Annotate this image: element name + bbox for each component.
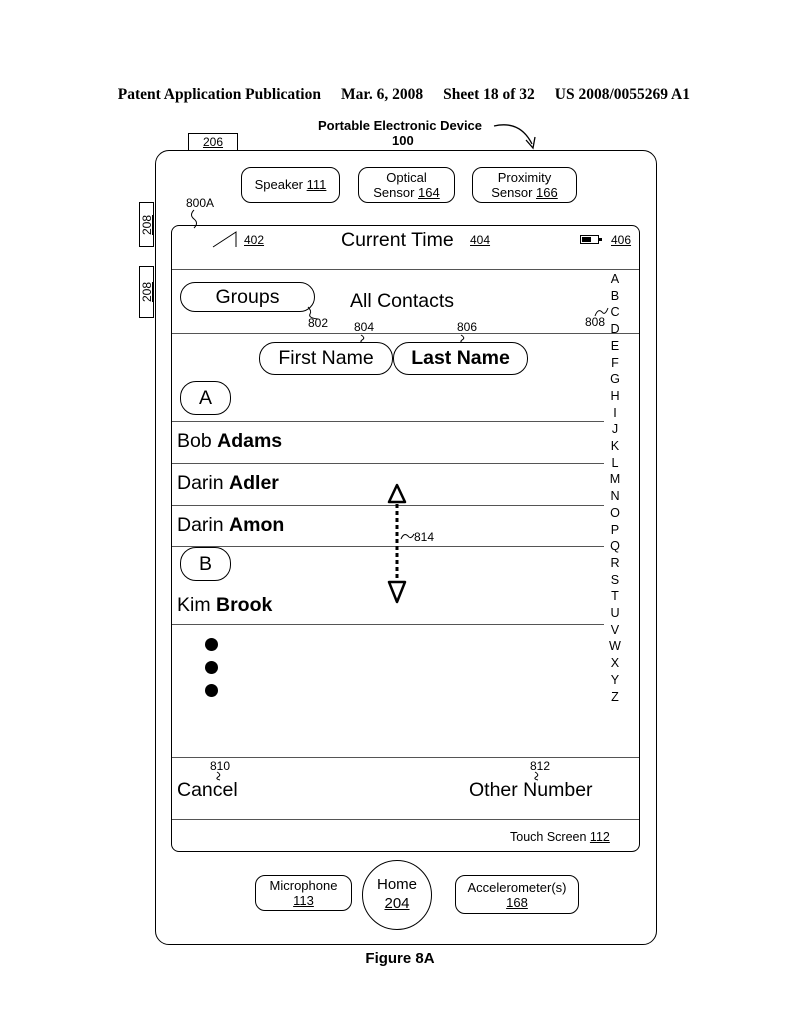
label-206-box [188, 133, 238, 151]
ref-804: 804 [354, 320, 375, 334]
accelerometer-box [455, 875, 579, 914]
ref-810: 810 [210, 759, 231, 773]
index-letter-p[interactable]: P [610, 522, 620, 537]
index-letter-c[interactable]: C [610, 305, 620, 320]
microphone-label: Microphone [269, 878, 338, 893]
index-letter-h[interactable]: H [610, 388, 620, 403]
divider-actions [172, 757, 639, 758]
contact-last-name: Adler [229, 472, 279, 494]
home-label: Home [376, 876, 417, 893]
index-letter-w[interactable]: W [609, 639, 621, 654]
index-letter-u[interactable]: U [610, 606, 620, 621]
time-ref: 404 [470, 233, 491, 247]
index-letter-t[interactable]: T [611, 589, 619, 604]
contact-last-name: Brook [216, 594, 273, 616]
index-letter-m[interactable]: M [609, 472, 621, 487]
label-206: 206 [202, 135, 224, 149]
microphone-number: 113 [293, 893, 314, 908]
index-letter-b[interactable]: B [610, 288, 620, 303]
ref-802: 802 [308, 316, 329, 330]
contact-row[interactable] [177, 472, 279, 495]
contact-first-name: Kim [177, 594, 216, 616]
index-letter-i[interactable]: I [613, 405, 617, 420]
index-letter-f[interactable]: F [611, 355, 619, 370]
index-letter-n[interactable]: N [610, 489, 620, 504]
proximity-sensor-label-1: Proximity [497, 170, 552, 185]
optical-sensor-label-1: Optical [386, 170, 427, 185]
more-dot [205, 684, 218, 697]
ref-808: 808 [585, 315, 606, 329]
index-letter-v[interactable]: V [610, 622, 620, 637]
index-letter-r[interactable]: R [610, 555, 620, 570]
divider-nav [172, 333, 639, 334]
current-time: Current Time [341, 229, 454, 251]
groups-button[interactable]: Groups [180, 282, 315, 312]
more-dot [205, 638, 218, 651]
sort-first-name[interactable]: First Name [259, 342, 393, 375]
contact-last-name: Adams [217, 430, 283, 452]
label-800a: 800A [186, 196, 215, 210]
index-letter-k[interactable]: K [610, 439, 620, 454]
index-letter-a[interactable]: A [610, 272, 620, 286]
battery-icon [580, 235, 599, 244]
proximity-sensor-label-2: Sensor 166 [491, 185, 558, 200]
contact-first-name: Darin [177, 472, 230, 494]
divider-row-1 [172, 421, 604, 422]
patent-number: US 2008/0055269 A1 [554, 86, 690, 103]
side-button-208-lower [139, 266, 154, 318]
patent-header [0, 68, 800, 104]
contact-row[interactable] [177, 514, 284, 537]
speaker-box [241, 167, 340, 203]
scroll-gesture-arrow [385, 482, 411, 606]
ref-812: 812 [530, 759, 551, 773]
publication-date: Mar. 6, 2008 [340, 86, 424, 103]
sort-last-name[interactable]: Last Name [393, 342, 528, 375]
section-header-a: A [180, 381, 231, 415]
divider-row-5 [172, 624, 604, 625]
index-letter-g[interactable]: G [610, 372, 620, 387]
touch-screen-label: Touch Screen 112 [510, 830, 610, 844]
alphabet-index[interactable] [604, 271, 626, 705]
contact-row[interactable] [177, 594, 272, 617]
microphone-box [255, 875, 352, 911]
publication-label: Patent Application Publication [117, 86, 321, 103]
proximity-sensor-box [472, 167, 577, 203]
contact-first-name: Bob [177, 430, 218, 452]
divider-status [172, 269, 639, 270]
index-letter-s[interactable]: S [610, 572, 620, 587]
battery-ref: 406 [611, 233, 632, 247]
ref-806: 806 [457, 320, 478, 334]
index-letter-y[interactable]: Y [610, 672, 620, 687]
divider-footer [172, 819, 639, 820]
index-letter-j[interactable]: J [611, 422, 619, 437]
index-letter-l[interactable]: L [611, 455, 619, 470]
label-208-upper: 208 [139, 214, 154, 235]
contact-last-name: Amon [229, 514, 285, 536]
label-208-lower: 208 [139, 281, 154, 303]
speaker-label: Speaker 111 [254, 177, 327, 192]
ref-814: 814 [414, 530, 435, 544]
index-letter-e[interactable]: E [610, 338, 620, 353]
signal-icon [212, 230, 238, 248]
side-button-208-upper [139, 202, 154, 247]
index-letter-q[interactable]: Q [610, 539, 620, 554]
optical-sensor-box [358, 167, 455, 203]
device-number: 100 [392, 133, 414, 148]
cancel-button[interactable]: Cancel [177, 779, 238, 801]
all-contacts-title: All Contacts [350, 290, 455, 312]
index-letter-d[interactable]: D [610, 322, 620, 337]
contact-first-name: Darin [177, 514, 230, 536]
accelerometer-number: 168 [506, 895, 528, 910]
accelerometer-label: Accelerometer(s) [467, 880, 567, 895]
optical-sensor-label-2: Sensor 164 [373, 185, 440, 200]
section-header-b: B [180, 547, 231, 581]
device-title: Portable Electronic Device [318, 118, 483, 133]
signal-ref: 402 [244, 233, 265, 247]
contact-row[interactable] [177, 430, 282, 453]
sheet-label: Sheet 18 of 32 [443, 86, 535, 103]
divider-row-2 [172, 463, 604, 464]
index-letter-o[interactable]: O [610, 505, 620, 520]
other-number-button[interactable]: Other Number [469, 779, 593, 801]
home-number: 204 [384, 895, 410, 912]
more-dot [205, 661, 218, 674]
figure-caption: Figure 8A [365, 950, 435, 967]
index-letter-x[interactable]: X [610, 656, 620, 671]
home-button[interactable] [362, 860, 432, 930]
index-letter-z[interactable]: Z [611, 689, 619, 704]
